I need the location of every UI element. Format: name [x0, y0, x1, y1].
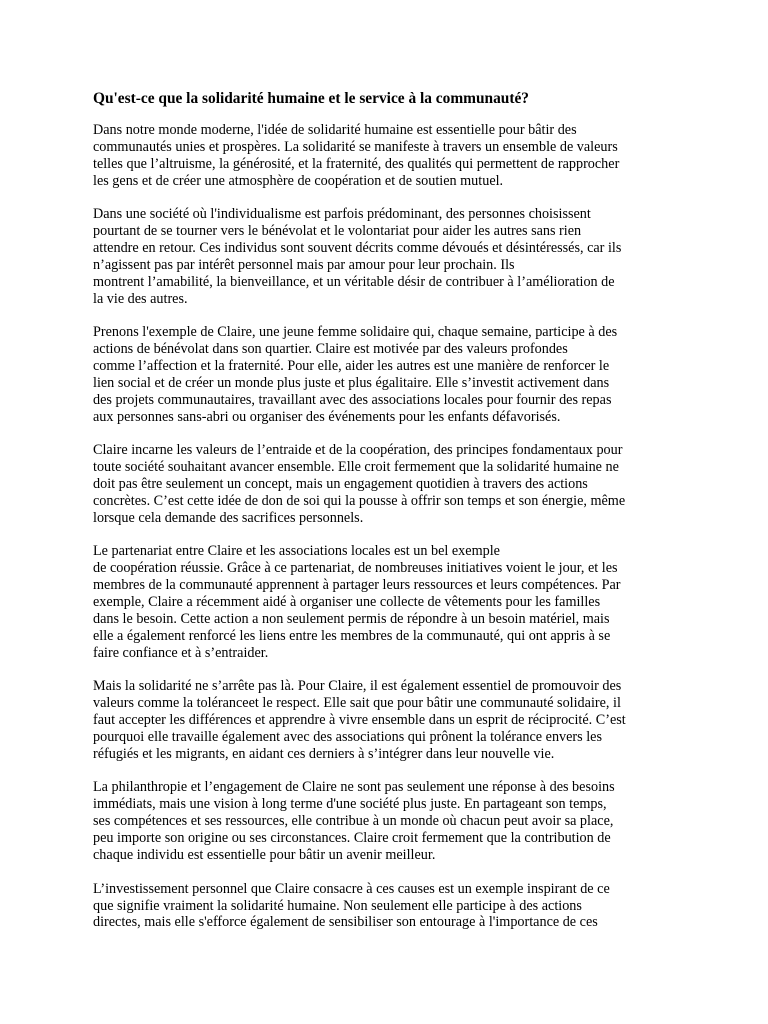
paragraph-line: directes, mais elle s'efforce également de sensibiliser son entourage à l'importance de ces — [93, 914, 598, 931]
paragraph — [93, 324, 678, 425]
paragraph-line: membres de la communauté apprennent à partager leurs ressources et leurs compétences. Par — [93, 577, 621, 594]
paragraph-line: réfugiés et les migrants, en aidant ces derniers à s’intégrer dans leur nouvelle vie. — [93, 745, 555, 762]
paragraph-line: la vie des autres. — [93, 290, 188, 307]
paragraph-line: lorsque cela demande des sacrifices personnels. — [93, 509, 364, 526]
paragraph-line: dans le besoin. Cette action a non seulement permis de répondre à un besoin matériel, mais — [93, 611, 610, 628]
document-page — [93, 89, 678, 948]
paragraph-line: montrent l’amabilité, la bienveillance, et un véritable désir de contribuer à l’amélioration de — [93, 273, 615, 290]
paragraph-line: peu importe son origine ou ses circonstances. Claire croit fermement que la contribution de — [93, 830, 611, 847]
paragraph-line: exemple, Claire a récemment aidé à organiser une collecte de vêtements pour les familles — [93, 594, 601, 611]
paragraph-line: Dans une société où l'individualisme est parfois prédominant, des personnes choisissent — [93, 206, 591, 223]
paragraph — [93, 678, 678, 763]
paragraph — [93, 122, 678, 190]
paragraph-line: faire confiance et à s’entraider. — [93, 644, 269, 661]
paragraph-line: comme l’affection et la fraternité. Pour elle, aider les autres est une manière de renforcer le — [93, 358, 610, 375]
paragraph-line: actions de bénévolat dans son quartier. Claire est motivée par des valeurs profondes — [93, 341, 568, 358]
paragraph-line: pourquoi elle travaille également avec des associations qui prônent la tolérance envers les — [93, 729, 602, 746]
paragraph-line: ses compétences et ses ressources, elle contribue à un monde où chacun peut avoir sa place, — [93, 813, 614, 830]
document-title: Qu'est-ce que la solidarité humaine et le service à la communauté? — [93, 90, 530, 107]
paragraph-line: elle a également renforcé les liens entre les membres de la communauté, qui ont appris à se — [93, 627, 611, 644]
paragraph-line: lien social et de créer un monde plus juste et plus égalitaire. Elle s’investit activement dans — [93, 374, 610, 391]
paragraph-line: Claire incarne les valeurs de l’entraide et de la coopération, des principes fondamentaux pour — [93, 442, 623, 459]
paragraph-line: de coopération réussie. Grâce à ce partenariat, de nombreuses initiatives voient le jour, et les — [93, 560, 618, 577]
paragraph-line: faut accepter les différences et apprendre à vivre ensemble dans un esprit de réciprocité. C’est — [93, 712, 626, 729]
paragraph-line: L’investissement personnel que Claire consacre à ces causes est un exemple inspirant de ce — [93, 880, 610, 897]
paragraph-line: que signifie vraiment la solidarité humaine. Non seulement elle participe à des actions — [93, 897, 582, 914]
paragraph — [93, 779, 678, 864]
paragraph-line: des projets communautaires, travaillant avec des associations locales pour fournir des repas — [93, 391, 612, 408]
paragraph — [93, 206, 678, 307]
paragraph — [93, 543, 678, 661]
paragraph-line: attendre en retour. Ces individus sont souvent décrits comme dévoués et désintéressés, car ils — [93, 240, 622, 257]
paragraph-line: Dans notre monde moderne, l'idée de solidarité humaine est essentielle pour bâtir des — [93, 122, 577, 138]
paragraph-line: Mais la solidarité ne s’arrête pas là. Pour Claire, il est également essentiel de promouvoir des — [93, 678, 622, 695]
document-body — [93, 122, 678, 931]
paragraph-line: telles que l’altruisme, la générosité, et la fraternité, des qualités qui permettent de rapprocher — [93, 155, 620, 172]
paragraph-line: Le partenariat entre Claire et les associations locales est un bel exemple — [93, 543, 500, 560]
paragraph-line: valeurs comme la toléranceet le respect. Elle sait que pour bâtir une communauté solidaire, il — [93, 695, 621, 712]
paragraph-line: les gens et de créer une atmosphère de coopération et de soutien mutuel. — [93, 172, 504, 189]
paragraph-line: pourtant de se tourner vers le bénévolat et le volontariat pour aider les autres sans rien — [93, 223, 582, 240]
paragraph-line: La philanthropie et l’engagement de Claire ne sont pas seulement une réponse à des besoins — [93, 779, 615, 796]
paragraph-line: doit pas être seulement un concept, mais un engagement quotidien à travers des actions — [93, 476, 588, 493]
paragraph — [93, 881, 678, 932]
paragraph-line: toute société souhaitant avancer ensemble. Elle croit fermement que la solidarité humaine ne — [93, 459, 619, 476]
paragraph-line: immédiats, mais une vision à long terme d'une société plus juste. En partageant son temps, — [93, 796, 607, 813]
paragraph-line: concrètes. C’est cette idée de don de soi qui la pousse à offrir son temps et son énergie, même — [93, 493, 626, 509]
paragraph-line: aux personnes sans-abri ou organiser des événements pour les enfants défavorisés. — [93, 408, 561, 425]
paragraph-line: chaque individu est essentielle pour bâtir un avenir meilleur. — [93, 847, 436, 864]
paragraph-line: communautés unies et prospères. La solidarité se manifeste à travers un ensemble de valeurs — [93, 138, 618, 155]
paragraph-line: n’agissent pas par intérêt personnel mais par amour pour leur prochain. Ils — [93, 256, 515, 273]
paragraph-line: Prenons l'exemple de Claire, une jeune femme solidaire qui, chaque semaine, participe à des — [93, 324, 618, 341]
paragraph — [93, 442, 678, 527]
